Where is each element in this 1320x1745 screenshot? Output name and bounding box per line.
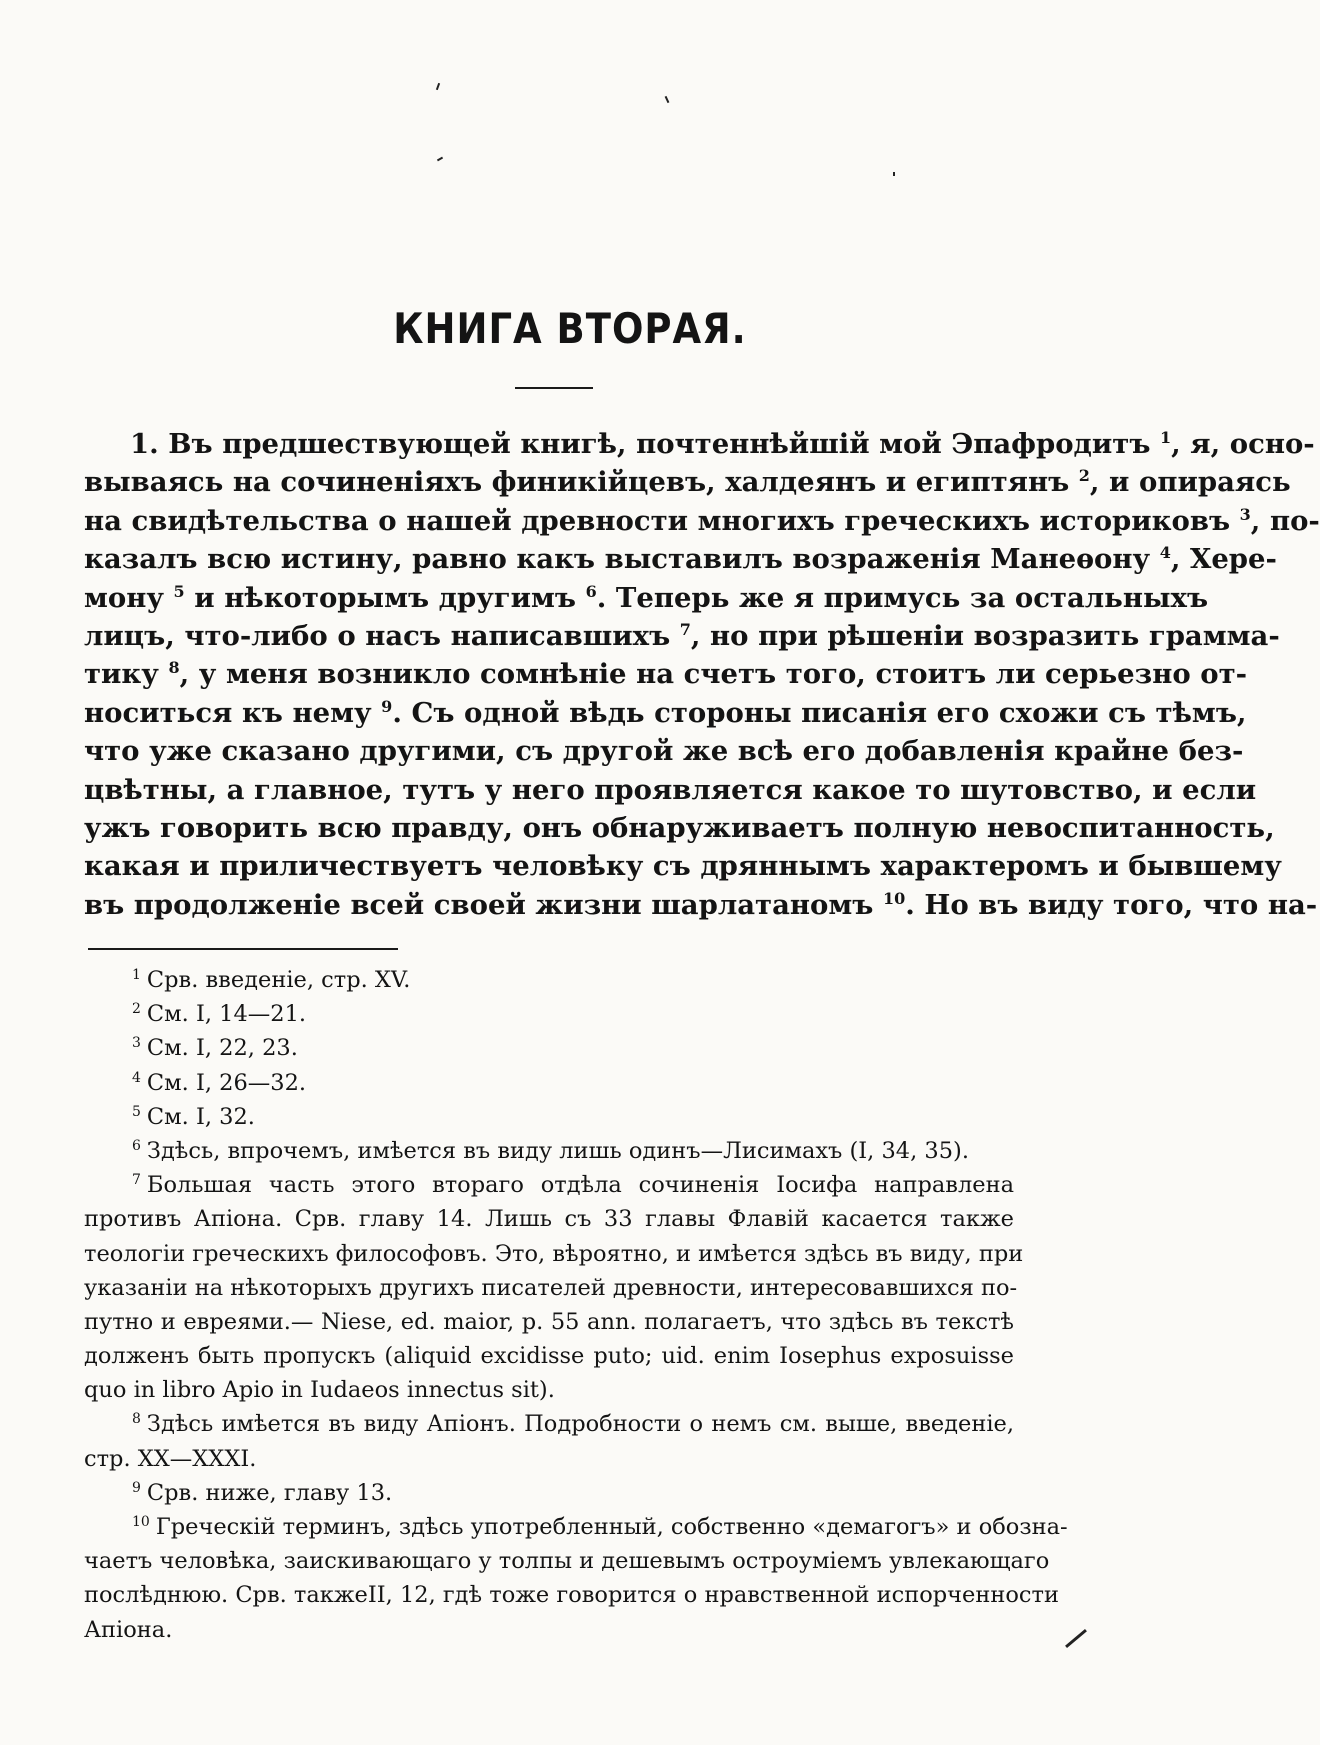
footnote-text: теологіи греческихъ философовъ. Это, вѣроятно, и имѣется здѣсь въ виду, при xyxy=(84,1240,1024,1267)
footnote-number: 2 xyxy=(132,1001,141,1018)
text-run: 1. Въ предшествующей книгѣ, почтеннѣйшій мой Эпафродитъ xyxy=(130,428,1160,460)
footnote-number: 10 xyxy=(132,1514,150,1530)
text-run: и нѣкоторымъ другимъ xyxy=(184,581,586,614)
footnote-line xyxy=(84,1339,1014,1373)
text-run: мону xyxy=(84,581,174,614)
footnote-line xyxy=(84,1066,1014,1100)
text-run: , по- xyxy=(1250,504,1320,537)
footnote-divider xyxy=(88,948,398,950)
footnote-line xyxy=(84,1271,1018,1305)
footnote-text: указаніи на нѣкоторыхъ другихъ писателей древности, интересовавшихся по- xyxy=(84,1274,1018,1301)
text-line xyxy=(84,694,1247,732)
text-run: какая и приличествуетъ человѣку съ дряннымъ характеромъ и бывшему xyxy=(84,850,1282,883)
footnote-number: 4 xyxy=(132,1069,141,1086)
footnote-line xyxy=(84,1407,1014,1441)
footnote-line xyxy=(84,963,1014,997)
print-speck xyxy=(893,172,895,176)
footnote-ref: 10 xyxy=(882,888,906,908)
footnote-line xyxy=(84,1578,1059,1612)
text-line xyxy=(84,886,1318,924)
text-run: , и опираясь xyxy=(1089,466,1291,499)
print-speck xyxy=(437,157,443,162)
footnote-ref: 5 xyxy=(173,581,185,601)
footnote-text: стр. XX—XXXI. xyxy=(84,1445,257,1472)
footnote-text: чаетъ человѣка, заискивающаго у толпы и дешевымъ остроуміемъ увлекающаго xyxy=(84,1548,1050,1575)
footnote-line xyxy=(84,1510,1068,1544)
footnote-ref: 4 xyxy=(1159,543,1171,563)
footnote-text: Срв. ниже, главу 13. xyxy=(146,1479,393,1506)
footnote-line xyxy=(84,1134,1014,1168)
footnote-line xyxy=(84,1031,1014,1065)
footnote-text: Здѣсь имѣется въ виду Апіонъ. Подробности о немъ см. выше, введеніе, xyxy=(146,1411,1014,1438)
footnote-line xyxy=(84,1100,1014,1134)
text-run: въ продолженіе всей своей жизни шарлатаномъ xyxy=(84,888,883,921)
footnote-number: 7 xyxy=(132,1172,141,1189)
chapter-title: КНИГА ВТОРАЯ. xyxy=(393,305,747,354)
footnote-line xyxy=(84,1442,1014,1476)
text-run: носиться къ нему xyxy=(84,696,382,729)
footnote-ref: 9 xyxy=(381,696,393,716)
footnote-text: quo in libro Apio in Iudaeos innectus sit). xyxy=(84,1377,555,1404)
text-line xyxy=(84,463,1291,501)
footnote-text: См. I, 26—32. xyxy=(146,1069,307,1096)
text-line xyxy=(84,502,1320,540)
text-line xyxy=(84,771,1257,809)
text-line xyxy=(84,809,1275,847)
text-line xyxy=(84,617,1280,655)
footnote-line xyxy=(84,1202,1014,1236)
footnote-number: 3 xyxy=(132,1035,141,1052)
footnote-number: 5 xyxy=(132,1103,141,1120)
footnote-text: Апіона. xyxy=(84,1616,173,1643)
footnote-text: См. I, 14—21. xyxy=(146,1001,307,1028)
title-divider xyxy=(515,387,593,389)
footnote-text: Большая часть этого втораго отдѣла сочиненія Іосифа направлена xyxy=(146,1172,1014,1199)
footnote-line xyxy=(84,1373,1014,1407)
footnote-text: противъ Апіона. Срв. главу 14. Лишь съ 33 главы Флавій касается также xyxy=(84,1206,1014,1233)
footnote-text: Срв. введеніе, стр. XV. xyxy=(146,967,411,993)
footnote-text: послѣднюю. Срв. такжеII, 12, гдѣ тоже говорится о нравственной испорченности xyxy=(84,1582,1059,1609)
text-line xyxy=(84,579,1209,617)
print-speck xyxy=(1065,1629,1087,1648)
footnote-ref: 8 xyxy=(168,658,180,678)
text-run: лицъ, что-либо о насъ написавшихъ xyxy=(84,619,680,652)
footnote-text: Здѣсь, впрочемъ, имѣется въ виду лишь одинъ—Лисимахъ (I, 34, 35). xyxy=(146,1137,969,1164)
footnote-line xyxy=(84,1544,1050,1578)
text-run: тику xyxy=(84,658,169,691)
text-run: казалъ всю истину, равно какъ выставилъ возраженія Манеѳону xyxy=(84,543,1160,576)
print-speck xyxy=(665,96,670,103)
text-run: ужъ говорить всю правду, онъ обнаруживаетъ полную невоспитанность, xyxy=(84,811,1275,844)
main-text xyxy=(84,425,1320,924)
text-run: . Теперь же я примусь за остальныхъ xyxy=(596,581,1209,614)
footnote-text: долженъ быть пропускъ (aliquid excidisse puto; uid. enim Iosephus exposuisse xyxy=(84,1343,1014,1370)
text-line xyxy=(84,847,1282,885)
footnote-ref: 7 xyxy=(679,619,691,639)
text-run: цвѣтны, а главное, тутъ у него проявляется какое то шутовство, и если xyxy=(84,773,1257,806)
text-run: , Хере- xyxy=(1170,543,1277,576)
text-run: на свидѣтельства о нашей древности многихъ греческихъ историковъ xyxy=(84,504,1240,537)
footnote-line xyxy=(84,1305,1014,1339)
footnote-ref: 2 xyxy=(1078,466,1090,486)
footnote-number: 9 xyxy=(132,1479,141,1496)
footnote-text: путно и евреями.— Niese, ed. maior, p. 55 ann. полагаетъ, что здѣсь въ текстѣ xyxy=(84,1308,1014,1335)
text-run: . Но въ виду того, что на- xyxy=(905,888,1318,921)
footnote-number: 1 xyxy=(132,967,141,983)
footnote-number: 8 xyxy=(132,1411,141,1428)
footnote-line xyxy=(84,1237,1024,1271)
text-run: , я, осно- xyxy=(1171,428,1315,460)
print-speck xyxy=(436,83,440,90)
text-line xyxy=(84,732,1244,770)
text-run: что уже сказано другими, съ другой же всѣ его добавленія крайне без- xyxy=(84,735,1244,768)
footnote-line xyxy=(84,1476,1014,1510)
footnotes xyxy=(84,963,1068,1647)
text-run: , но при рѣшеніи возразить грамма- xyxy=(690,619,1280,652)
footnote-text: См. I, 32. xyxy=(146,1103,255,1130)
text-line xyxy=(84,540,1277,578)
footnote-ref: 6 xyxy=(585,581,597,601)
text-run: . Съ одной вѣдь стороны писанія его схожи съ тѣмъ, xyxy=(392,696,1247,729)
footnote-text: Греческій терминъ, здѣсь употребленный, собственно «демагогъ» и обозна- xyxy=(155,1514,1068,1540)
footnote-ref: 1 xyxy=(1160,428,1172,447)
text-run: , у меня возникло сомнѣніе на счетъ того, стоитъ ли серьезно от- xyxy=(179,658,1248,691)
text-line xyxy=(84,655,1248,693)
footnote-line xyxy=(84,1168,1014,1202)
footnote-text: См. I, 22, 23. xyxy=(146,1035,298,1062)
footnote-number: 6 xyxy=(132,1137,141,1154)
footnote-line xyxy=(84,1613,1014,1647)
text-line xyxy=(84,425,1315,463)
footnote-ref: 3 xyxy=(1239,504,1251,524)
text-run: вываясь на сочиненіяхъ финикійцевъ, халдеянъ и египтянъ xyxy=(84,466,1079,499)
footnote-line xyxy=(84,997,1014,1031)
